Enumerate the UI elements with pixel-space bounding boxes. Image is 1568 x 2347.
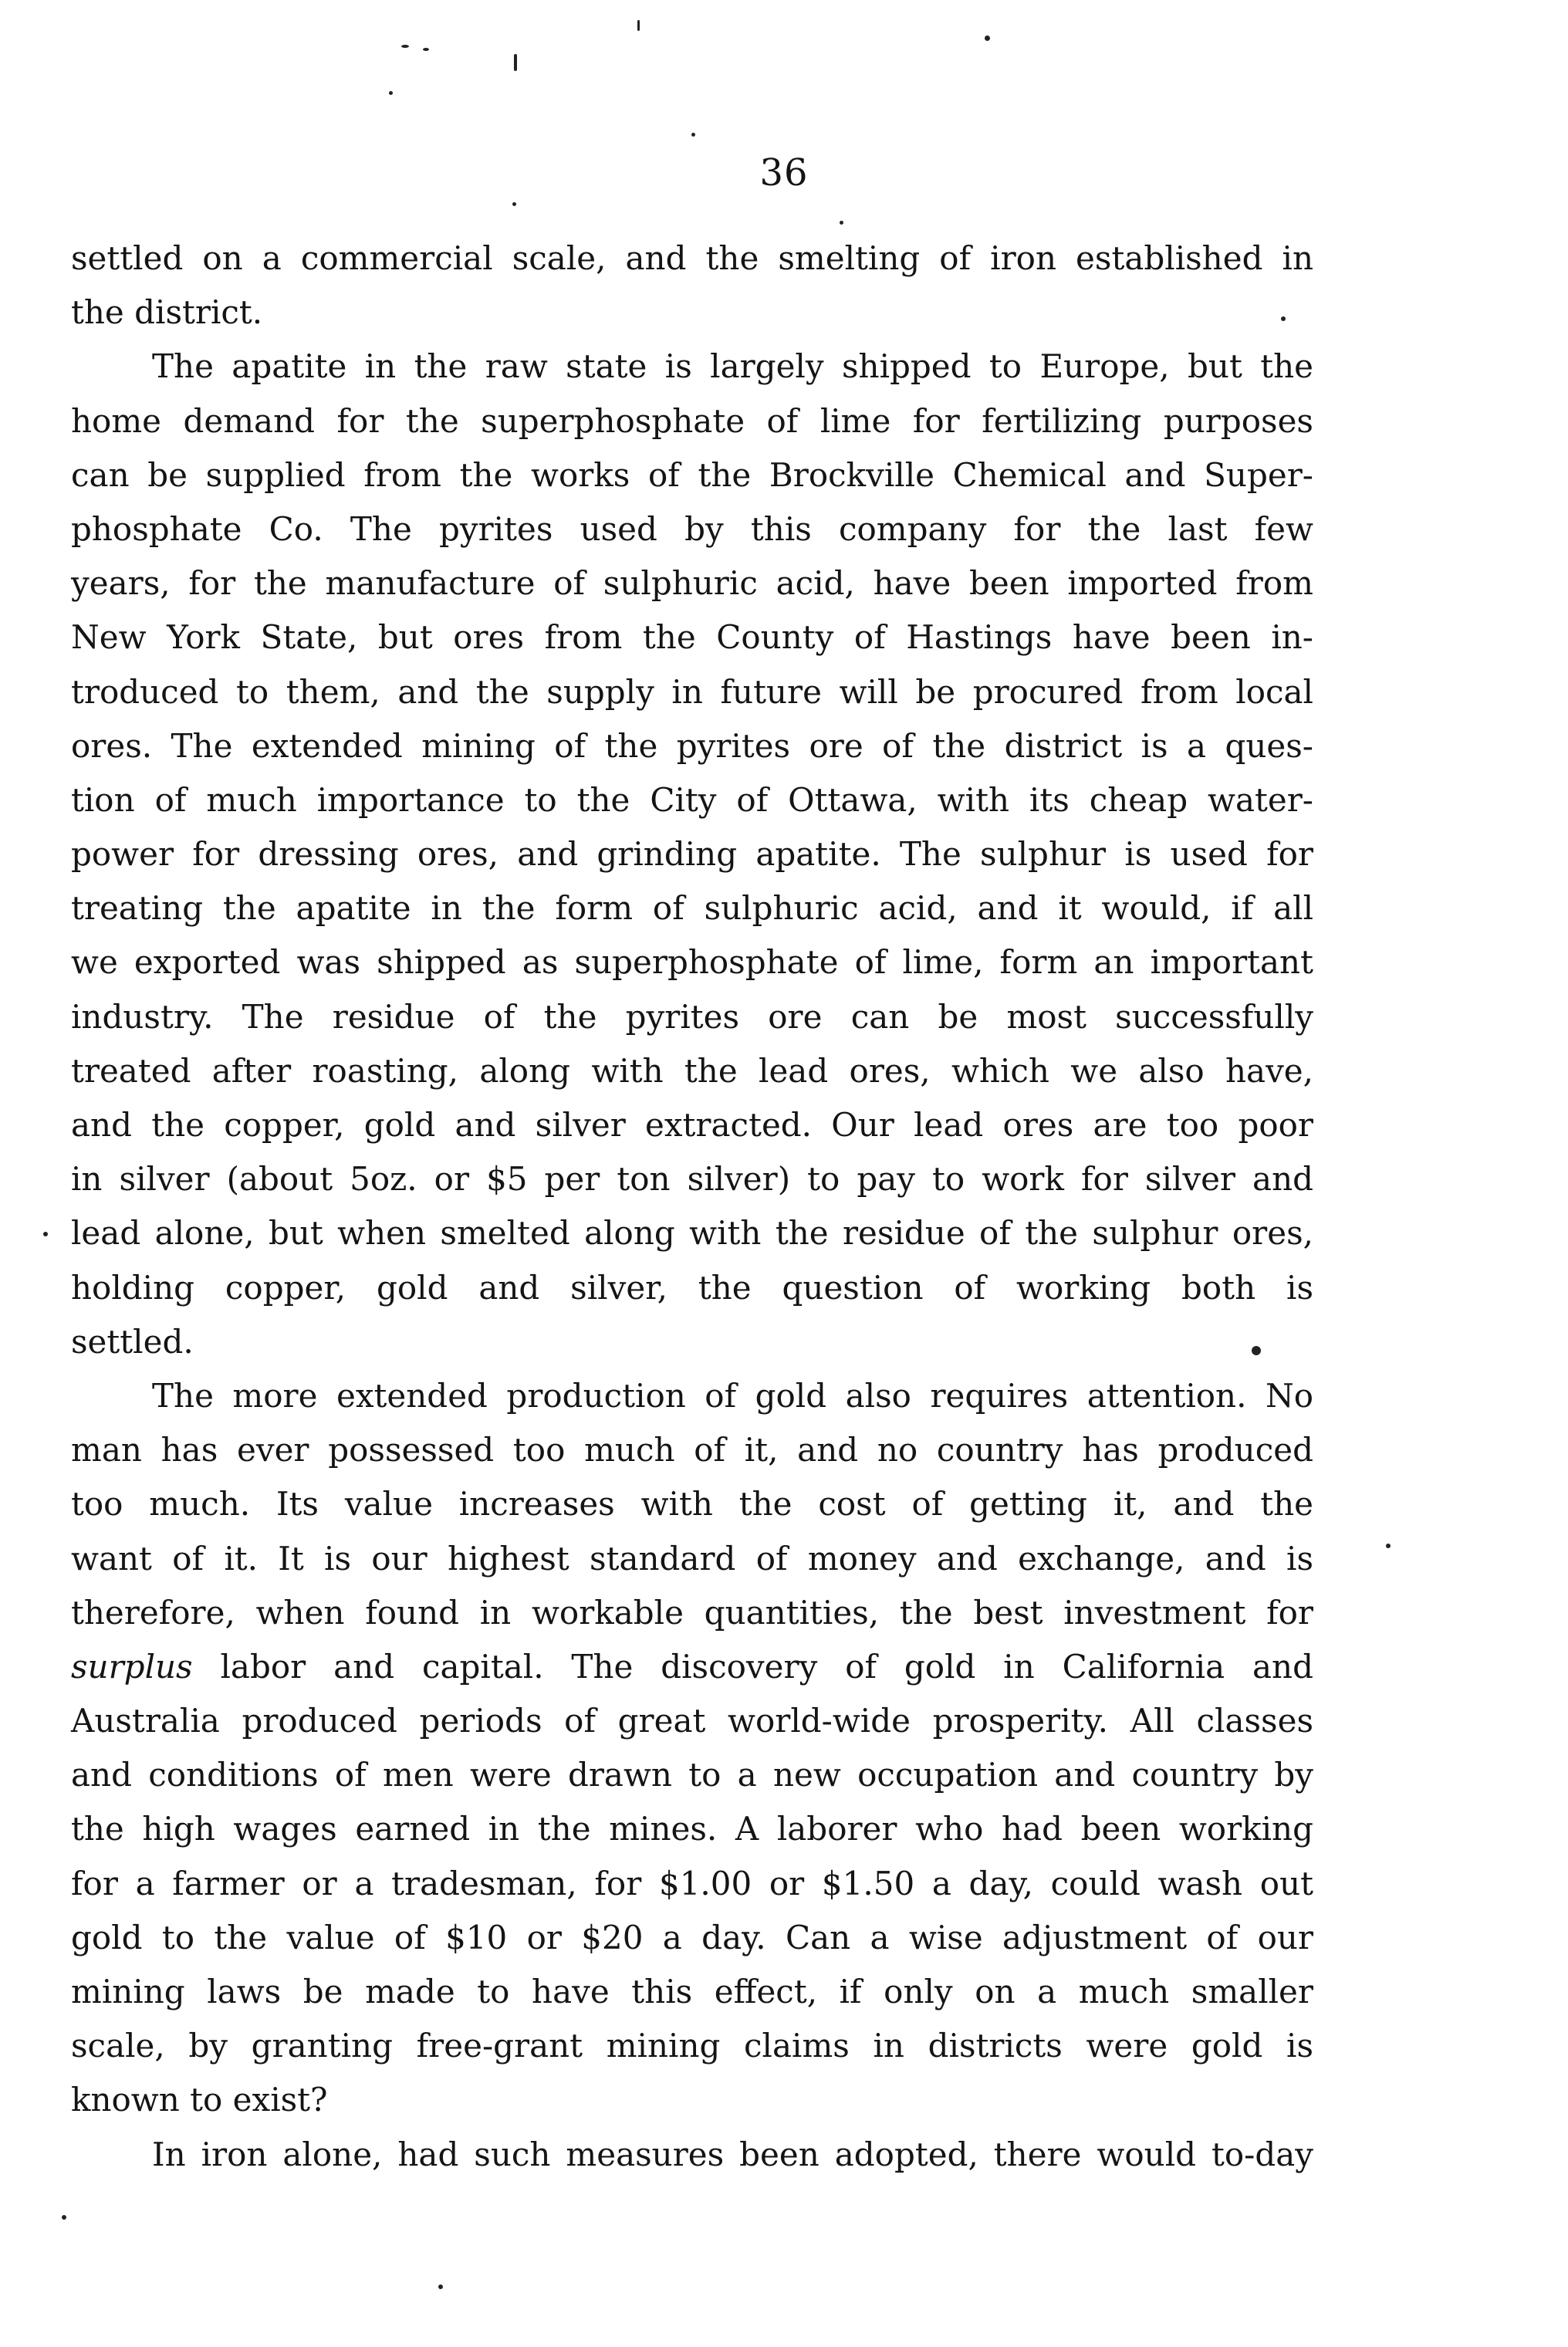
text-line [71,2019,1313,2073]
scan-speck [985,36,990,41]
scan-speck [438,2284,443,2289]
line-text: ores. The extended mining of the pyrites ore of the district is a ques- [71,726,1313,765]
italic-word: surplus [71,1647,193,1686]
line-text: the district. [71,293,263,332]
scan-speck [423,48,429,51]
scan-speck [637,20,640,31]
line-text: in silver (about 5oz. or $5 per ton silver) to pay to work for silver and [71,1160,1313,1199]
text-line [71,1532,1313,1586]
text-line [71,773,1313,827]
text-line [71,827,1313,881]
scan-speck [389,91,393,95]
scan-speck [840,221,843,225]
text-line [71,990,1313,1044]
line-text: troduced to them, and the supply in future will be procured from local [71,672,1313,711]
text-line [71,1857,1313,1911]
text-line [71,719,1313,773]
line-text: tion of much importance to the City of Ottawa, with its cheap water- [71,780,1313,819]
scan-speck [401,45,409,48]
text-line [71,1206,1313,1260]
line-text: years, for the manufacture of sulphuric acid, have been imported from [71,564,1313,603]
text-line [71,2073,1313,2127]
line-text: therefore, when found in workable quantities, the best investment for [71,1593,1313,1632]
text-line [71,286,1313,340]
body-text [71,232,1313,2182]
text-line [71,935,1313,989]
text-line [71,1044,1313,1098]
text-line [71,1315,1313,1369]
line-text: too much. Its value increases with the cost of getting it, and the [71,1485,1313,1524]
text-line [71,1965,1313,2019]
scan-speck [691,133,695,137]
line-text: known to exist? [71,2081,328,2119]
page-number: 36 [759,151,809,194]
text-line [71,340,1313,394]
line-text: can be supplied from the works of the Brockville Chemical and Super- [71,455,1313,494]
text-line [71,610,1313,665]
text-line [71,1911,1313,1965]
scan-speck [1252,1346,1261,1355]
text-line [71,1802,1313,1856]
line-text: settled on a commercial scale, and the smelting of iron established in [71,239,1313,277]
line-text: scale, by granting free-grant mining claims in districts were gold is [71,2027,1313,2065]
line-text: New York State, but ores from the County of Hastings have been in- [71,618,1313,657]
line-text: man has ever possessed too much of it, and no country has produced [71,1431,1313,1469]
text-line [71,556,1313,610]
text-line [71,665,1313,719]
line-text: In iron alone, had such measures been adopted, there would to-day [152,2135,1313,2173]
text-line [71,448,1313,502]
line-text: lead alone, but when smelted along with the residue of the sulphur ores, [71,1214,1313,1253]
scan-speck [1281,316,1286,321]
scan-speck [1386,1544,1391,1548]
line-text: settled. [71,1322,194,1361]
line-text: The more extended production of gold also requires attention. No [152,1376,1313,1415]
text-line [71,1369,1313,1423]
scan-speck [512,202,516,206]
line-text: holding copper, gold and silver, the question of working both is [71,1268,1313,1307]
line-text: industry. The residue of the pyrites ore can be most successfully [71,997,1313,1036]
text-line [71,502,1313,556]
text-line [71,1477,1313,1531]
text-line [71,1640,1313,1694]
line-text: and the copper, gold and silver extracted. Our lead ores are too poor [71,1106,1313,1144]
text-line [71,2128,1313,2182]
text-line [71,232,1313,286]
line-text: and conditions of men were drawn to a new occupation and country by [71,1756,1313,1794]
text-line [71,1423,1313,1477]
scan-speck [43,1232,48,1236]
scan-speck [62,2215,66,2220]
line-text: Australia produced periods of great world-wide prosperity. All classes [71,1702,1313,1740]
line-text: for a farmer or a tradesman, for $1.00 or $1.50 a day, could wash out [71,1864,1313,1902]
line-text: want of it. It is our highest standard of money and exchange, and is [71,1539,1313,1578]
text-line [71,1694,1313,1748]
line-text: we exported was shipped as superphosphate of lime, form an important [71,943,1313,982]
text-line [71,1586,1313,1640]
line-text: phosphate Co. The pyrites used by this company for the last few [71,509,1313,548]
line-text: treating the apatite in the form of sulphuric acid, and it would, if all [71,889,1313,928]
text-line [71,881,1313,935]
line-text: the high wages earned in the mines. A laborer who had been working [71,1810,1313,1848]
line-text: The apatite in the raw state is largely shipped to Europe, but the [152,347,1313,386]
text-line [71,394,1313,448]
line-text: home demand for the superphosphate of lime for fertilizing purposes [71,401,1313,440]
line-text: mining laws be made to have this effect, if only on a much smaller [71,1973,1313,2011]
line-text: treated after roasting, along with the lead ores, which we also have, [71,1051,1313,1090]
text-line [71,1261,1313,1315]
text-line [71,1152,1313,1206]
line-text: gold to the value of $10 or $20 a day. Can a wise adjustment of our [71,1918,1313,1956]
text-line [71,1098,1313,1152]
scan-speck [514,54,517,71]
text-line [71,1748,1313,1802]
line-text: labor and capital. The discovery of gold in California and [220,1647,1313,1686]
line-text: power for dressing ores, and grinding apatite. The sulphur is used for [71,835,1313,874]
